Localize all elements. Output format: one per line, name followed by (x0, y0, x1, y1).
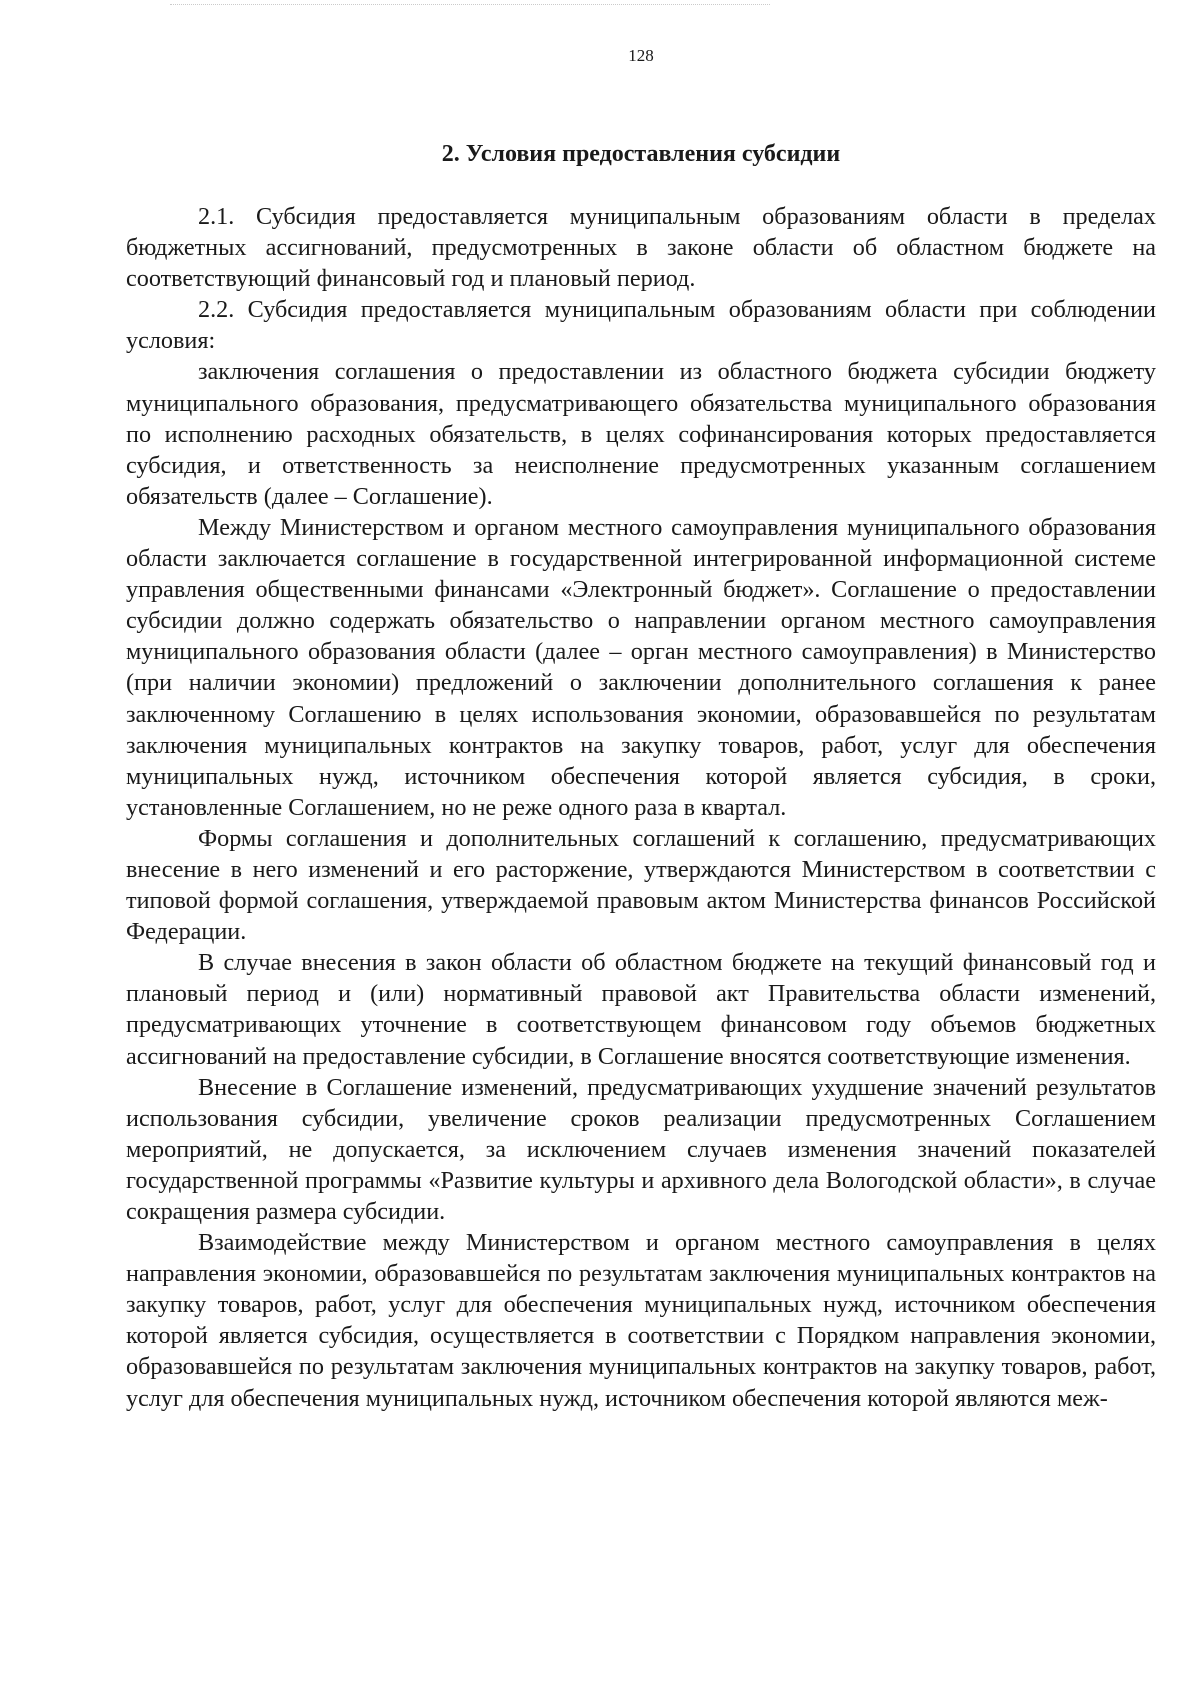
paragraph-2-1: 2.1. Субсидия предоставляется муниципальным образованиям области в пределах бюджетных ассигнований, предусмотренных в законе области об областном бюджете на соответствующий финансовый год и плановый период. (126, 203, 1156, 293)
page-number: 128 (628, 46, 654, 65)
scan-artifact (170, 0, 770, 5)
paragraph-agreement-condition: заключения соглашения о предоставлении из областного бюджета субсидии бюджету муниципального образования, предусматривающего обязательства муниципального образования по исполнению расходных обязательств, в целях софинансирования которых предоставляется субсидия, и ответственность за неисполнение предусмотренных указанным соглашением обязательств (далее – Соглашение). (126, 358, 1156, 510)
paragraph-budget-changes: В случае внесения в закон области об областном бюджете на текущий финансовый год и плановый период и (или) нормативный правовой акт Правительства области изменений, предусматривающих уточнение в соответствующем финансовом году объемов бюджетных ассигнований на предоставление субсидии, в Соглашение вносятся соответствующие изменения. (126, 949, 1156, 1070)
paragraph-interaction: Взаимодействие между Министерством и органом местного самоуправления в целях направления экономии, образовавшейся по результатам заключения муниципальных контрактов на закупку товаров, работ, услуг для обеспечения муниципальных нужд, источником обеспечения которой является субсидия, осуществляется в соответствии с Порядком направления экономии, образовавшейся по результатам заключения муниципальных контрактов на закупку товаров, работ, услуг для обеспечения муниципальных нужд, источником обеспечения которой являются меж- (126, 1229, 1156, 1412)
body-text (126, 201, 1156, 1414)
paragraph-amendments: Внесение в Соглашение изменений, предусматривающих ухудшение значений результатов использования субсидии, увеличение сроков реализации предусмотренных Соглашением мероприятий, не допускается, за исключением случаев изменения значений показателей государственной программы «Развитие культуры и архивного дела Вологодской области», в случае сокращения размера субсидии. (126, 1073, 1156, 1225)
paragraph-2-2: 2.2. Субсидия предоставляется муниципальным образованиям области при соблюдении условия: (126, 296, 1156, 355)
paragraph-electronic-budget: Между Министерством и органом местного самоуправления муниципального образования области заключается соглашение в государственной интегрированной информационной системе управления общественными финансами «Электронный бюджет». Соглашение о предоставлении субсидии должно содержать обязательство о направлении органом местного самоуправления муниципального образования области (далее – орган местного самоуправления) в Министерство (при наличии экономии) предложений о заключении дополнительного соглашения к ранее заключенному Соглашению в целях использования экономии, образовавшейся по результатам заключения муниципальных контрактов на закупку товаров, работ, услуг для обеспечения муниципальных нужд, источником обеспечения которой является субсидия, в сроки, установленные Соглашением, но не реже одного раза в квартал. (126, 513, 1156, 821)
section-title: 2. Условия предоставления субсидии (441, 141, 841, 167)
paragraph-agreement-forms: Формы соглашения и дополнительных соглашений к соглашению, предусматривающих внесение в него изменений и его расторжение, утверждаются Министерством в соответствии с типовой формой соглашения, утверждаемой правовым актом Министерства финансов Российской Федерации. (126, 824, 1156, 946)
